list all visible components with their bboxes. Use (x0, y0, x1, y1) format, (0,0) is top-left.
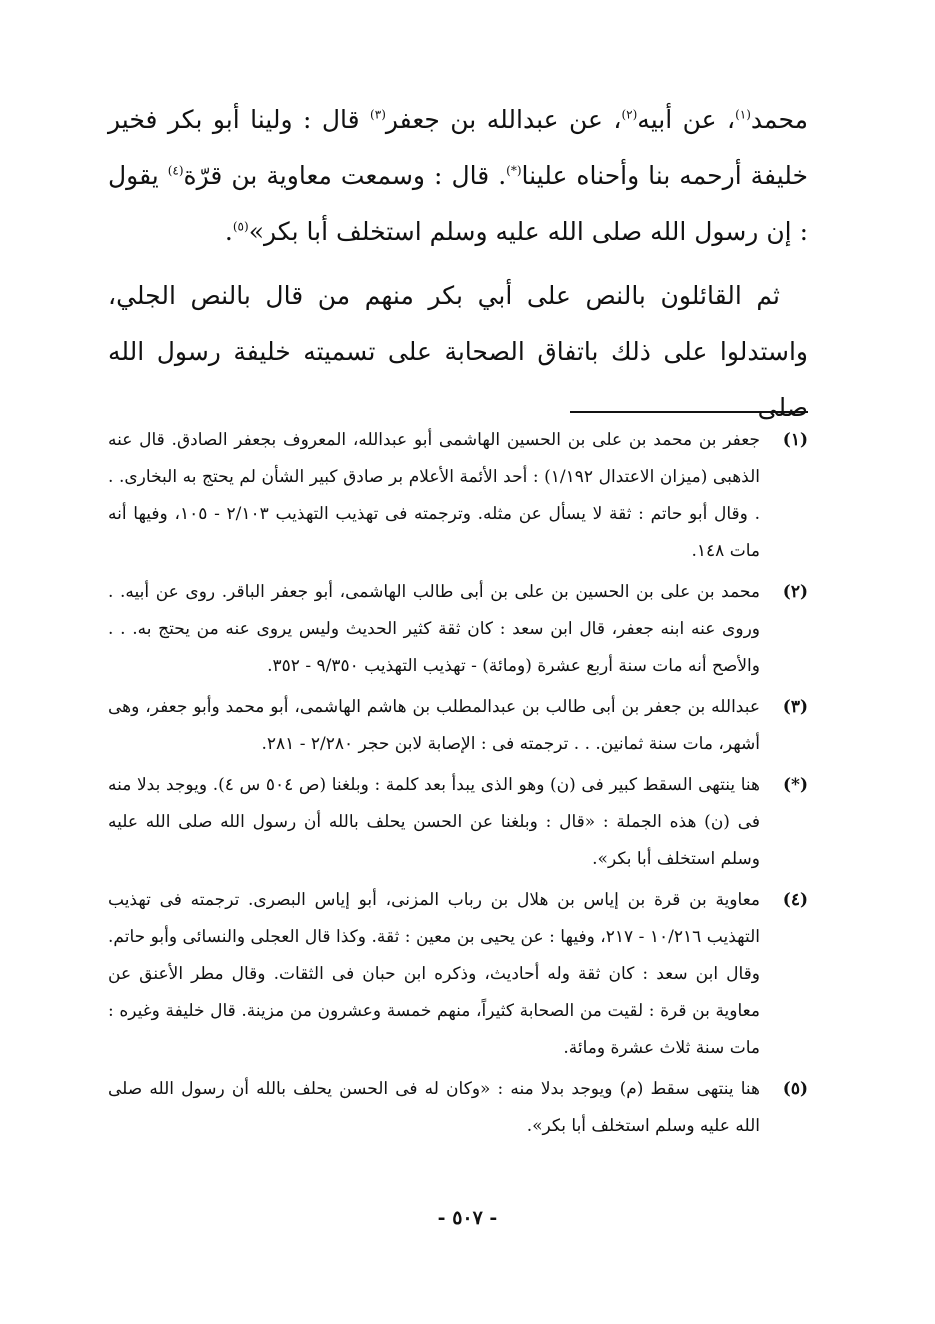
footnotes (108, 422, 808, 1149)
footnote-5 (108, 1071, 808, 1145)
footnote-text: هنا ينتهى السقط كبير فى (ن) وهو الذى يبدأ بعد كلمة : وبلغنا (ص ٥٠٤ س ٤). ويوجد بدلا منه فى (ن) هذه الجملة : «قال : وبلغنا عن الحسن يحلف بالله أن رسول الله صلى الله عليه وسلم استخلف أبا بكر». (108, 775, 760, 869)
footnote-4 (108, 882, 808, 1067)
footnote-marker: (٣) (782, 697, 808, 717)
footnote-text: جعفر بن محمد بن على بن الحسين الهاشمى أبو عبدالله، المعروف بجعفر الصادق. قال عنه الذهبى (ميزان الاعتدال ١/١٩٢) : أحد الأئمة الأعلام بر صادق كبير الشأن لم يحتج به البخارى. . . وقال أبو حاتم : ثقة لا يسأل عن مثله. وترجمته فى تهذيب التهذيب ٢/١٠٣ - ١٠٥، وفيها أنه مات ١٤٨. (108, 430, 760, 561)
footnote-ref-5: (٥) (232, 219, 249, 234)
footnote-marker: (٥) (782, 1079, 808, 1099)
footnote-text: معاوية بن قرة بن إياس بن هلال بن رباب المزنى، أبو إياس البصرى. ترجمته فى تهذيب التهذيب ١٠/٢١٦ - ٢١٧، وفيها : عن يحيى بن معين : ثقة. وكذا قال العجلى والنسائى وأبو حاتم. وقال ابن سعد : كان ثقة وله أحاديث، وذكره ابن حبان فى الثقات. وقال مطر الأعنق عن معاوية بن قرة : لقيت من الصحابة كثيراً، منهم خمسة وعشرون من مزينة. قال خليفة وغيره : مات سنة ثلاث عشرة ومائة. (108, 890, 760, 1058)
footnote-ref-1: (١) (735, 107, 751, 122)
footnote-text: عبدالله بن جعفر بن أبى طالب بن عبدالمطلب بن هاشم الهاشمى، أبو محمد وأبو جعفر، وهى أشهر، مات سنة ثمانين. . . ترجمته فى : الإصابة لابن حجر ٢/٢٨٠ - ٢٨١. (108, 697, 760, 754)
footnote-ref-star: (*) (506, 163, 522, 178)
footnote-ref-4: (٤) (167, 163, 184, 178)
main-text-segment: قال : ولينا أبو بكر فخير خليفة أرحمه بنا وأحناه علينا (108, 105, 808, 190)
footnote-3 (108, 689, 808, 763)
footnote-marker: (٤) (782, 890, 808, 910)
main-text-segment: . (224, 217, 233, 246)
footnote-ref-3: (٣) (370, 107, 386, 122)
footnote-marker: (*) (783, 775, 808, 795)
footnote-text: هنا ينتهى سقط (م) ويوجد بدلا منه : «وكان له فى الحسن يحلف بالله أن رسول الله صلى الله عليه وسلم استخلف أبا بكر». (108, 1079, 760, 1136)
main-text-segment: يقول : إن رسول الله صلى الله عليه وسلم استخلف أبا بكر» (108, 161, 808, 246)
main-text-segment: ثم القائلون بالنص على أبي بكر منهم من قال بالنص الجلي، واستدلوا على ذلك باتفاق الصحابة على تسميته خليفة رسول الله صلى (108, 281, 808, 422)
main-paragraph-1 (108, 92, 808, 260)
footnote-ref-2: (٢) (621, 107, 638, 122)
main-text-segment: ، عن عبدالله بن جعفر (385, 105, 622, 134)
main-text (108, 92, 808, 436)
footnote-text: محمد بن على بن الحسين بن على بن أبى طالب الهاشمى، أبو جعفر الباقر. روى عن أبيه. . وروى عنه ابنه جعفر، قال ابن سعد : كان ثقة كثير الحديث وليس يروى عنه من يحتج به. . . والأصح أنه مات سنة أربع عشرة (ومائة) - تهذيب التهذيب ٩/٣٥٠ - ٣٥٢. (108, 582, 760, 676)
main-text-segment: ، عن أبيه (637, 105, 736, 134)
footnote-2 (108, 574, 808, 685)
page-number: - ٥٠٧ - (437, 1207, 498, 1229)
footnote-1 (108, 422, 808, 570)
footnote-marker: (٢) (782, 582, 808, 602)
footnote-star (108, 767, 808, 878)
footnote-separator (570, 411, 808, 413)
main-text-segment: . قال : وسمعت معاوية بن قرّة (183, 161, 507, 190)
footnote-marker: (١) (782, 430, 808, 450)
main-text-segment: محمد (750, 105, 808, 134)
